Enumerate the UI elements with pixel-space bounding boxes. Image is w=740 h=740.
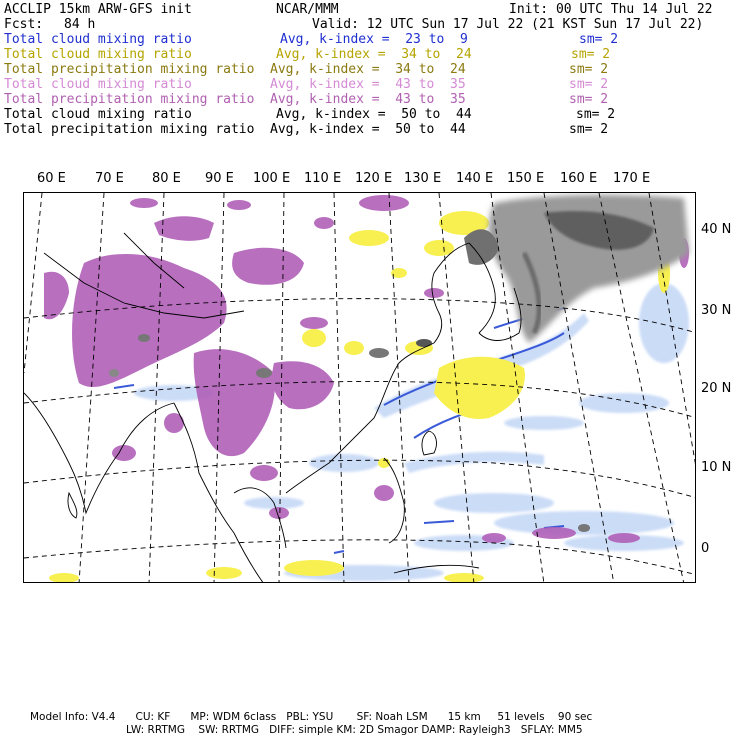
- legend-stat: Avg, k-index = 50 to 44: [276, 107, 472, 122]
- org-label: NCAR/MMM: [276, 2, 339, 17]
- legend-field: Total cloud mixing ratio: [4, 77, 192, 92]
- init-time: Init: 00 UTC Thu 14 Jul 22: [509, 2, 713, 17]
- legend-field: Total cloud mixing ratio: [4, 32, 192, 47]
- legend-field: Total cloud mixing ratio: [4, 47, 192, 62]
- lon-label: 80 E: [152, 171, 181, 186]
- lat-label: 10 N: [701, 460, 732, 475]
- lon-label: 60 E: [37, 171, 66, 186]
- legend-stat: Avg, k-index = 43 to 35: [270, 77, 466, 92]
- legend-stat: Avg, k-index = 43 to 35: [270, 92, 466, 107]
- legend-smoothing: sm= 2: [569, 62, 609, 77]
- model-info-line2: LW: RRTMG SW: RRTMG DIFF: simple KM: 2D Smagor DAMP: Rayleigh3 SFLAY: MM5: [126, 724, 583, 736]
- forecast-hours: 84 h: [64, 17, 96, 32]
- legend-smoothing: sm= 2: [579, 32, 619, 47]
- legend-smoothing: sm= 2: [576, 107, 616, 122]
- legend-smoothing: sm= 2: [569, 92, 609, 107]
- legend-stat: Avg, k-index = 23 to 9: [280, 32, 468, 47]
- lon-label: 70 E: [95, 171, 124, 186]
- lon-label: 160 E: [560, 171, 598, 186]
- legend-field: Total precipitation mixing ratio: [4, 92, 255, 107]
- legend-smoothing: sm= 2: [569, 77, 609, 92]
- valid-time: Valid: 12 UTC Sun 17 Jul 22 (21 KST Sun 17 Jul 22): [312, 17, 704, 32]
- forecast-label: Fcst:: [4, 17, 44, 32]
- legend-field: Total precipitation mixing ratio: [4, 62, 255, 77]
- lon-label: 110 E: [304, 171, 342, 186]
- legend-stat: Avg, k-index = 34 to 24: [270, 62, 466, 77]
- map-svg: [24, 193, 696, 583]
- lon-label: 120 E: [355, 171, 393, 186]
- legend-field: Total cloud mixing ratio: [4, 107, 192, 122]
- map-panel: [23, 192, 696, 583]
- lat-label: 40 N: [701, 222, 732, 237]
- legend-field: Total precipitation mixing ratio: [4, 122, 255, 137]
- legend-smoothing: sm= 2: [569, 122, 609, 137]
- legend-stat: Avg, k-index = 50 to 44: [270, 122, 466, 137]
- lon-label: 150 E: [507, 171, 545, 186]
- lon-label: 90 E: [205, 171, 234, 186]
- lat-label: 0: [701, 541, 710, 556]
- lon-label: 100 E: [253, 171, 291, 186]
- lon-label: 140 E: [456, 171, 494, 186]
- model-title: ACCLIP 15km ARW-GFS init: [4, 2, 192, 17]
- legend-smoothing: sm= 2: [571, 47, 611, 62]
- model-info-line1: Model Info: V4.4 CU: KF MP: WDM 6class PBL: YSU SF: Noah LSM 15 km 51 levels 90 sec: [30, 711, 593, 723]
- lat-label: 30 N: [701, 303, 732, 318]
- lat-label: 20 N: [701, 381, 732, 396]
- lon-label: 170 E: [613, 171, 651, 186]
- lon-label: 130 E: [404, 171, 442, 186]
- legend-stat: Avg, k-index = 34 to 24: [276, 47, 472, 62]
